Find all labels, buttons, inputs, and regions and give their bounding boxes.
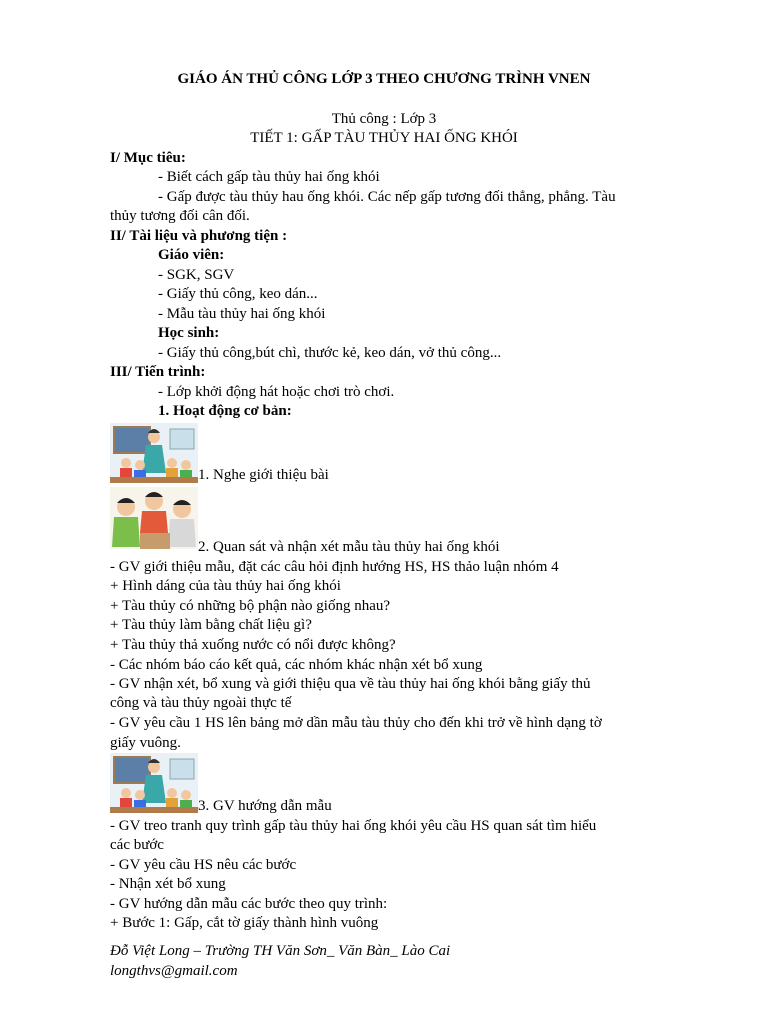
doc-title: GIÁO ÁN THỦ CÔNG LỚP 3 THEO CHƯƠNG TRÌNH VNEN [177, 71, 591, 87]
footer-email: longthvs@gmail.com [110, 963, 238, 979]
step-3-line: - GV treo tranh quy trình gấp tàu thủy hai ống khói yêu cầu HS quan sát tìm hiểu [110, 818, 597, 834]
step-2-line: - Các nhóm báo cáo kết quả, các nhóm khác nhận xét bổ xung [110, 657, 483, 673]
objective-item: - Biết cách gấp tàu thủy hai ống khói [158, 169, 380, 185]
step-2-line: công và tàu thủy ngoài thực tế [110, 695, 292, 711]
step-2-line: - GV nhận xét, bổ xung và giới thiệu qua về tàu thủy hai ống khói bằng giấy thủ [110, 676, 591, 692]
step-3-line: + Bước 1: Gấp, cắt tờ giấy thành hình vuông [110, 915, 379, 931]
section-heading-objectives: I/ Mục tiêu: [110, 150, 186, 166]
doc-subtitle-subject: Thủ công : Lớp 3 [331, 111, 437, 127]
step-3-line: các bước [110, 837, 164, 853]
teacher-students-illustration [110, 753, 198, 813]
doc-subtitle-lesson: TIẾT 1: GẤP TÀU THỦY HAI ỐNG KHÓI [250, 130, 518, 146]
teacher-item: - SGK, SGV [158, 267, 235, 283]
subheading-student: Học sinh: [158, 325, 220, 341]
step-3-line: - GV hướng dẫn mẫu các bước theo quy trình: [110, 896, 388, 912]
step-1-label: 1. Nghe giới thiệu bài [198, 467, 329, 483]
step-2-line: + Tàu thủy có những bộ phận nào giống nhau? [110, 598, 391, 614]
step-3-label: 3. GV hướng dẫn mẫu [198, 798, 332, 814]
section-heading-materials: II/ Tài liệu và phương tiện : [110, 228, 288, 244]
step-3-line: - Nhận xét bổ xung [110, 876, 226, 892]
step-2-line: + Hình dáng của tàu thủy hai ống khói [110, 578, 341, 594]
teacher-item: - Mẫu tàu thủy hai ống khói [158, 306, 326, 322]
step-2-line: - GV yêu cầu 1 HS lên bảng mở dần mẫu tàu thủy cho đến khi trở về hình dạng tờ [110, 715, 602, 731]
process-item: - Lớp khởi động hát hoặc chơi trò chơi. [158, 384, 395, 400]
student-item: - Giấy thủ công,bút chì, thước kẻ, keo dán, vở thủ công... [158, 345, 502, 361]
teacher-students-illustration [110, 423, 198, 483]
step-2-line: giấy vuông. [110, 735, 181, 751]
section-heading-process: III/ Tiến trình: [110, 364, 206, 380]
teacher-item: - Giấy thủ công, keo dán... [158, 286, 318, 302]
objective-item: - Gấp được tàu thủy hau ống khói. Các nếp gấp tương đối thẳng, phẳng. Tàu [158, 189, 616, 205]
objective-item-continued: thủy tương đối cân đối. [110, 208, 250, 224]
step-2-line: - GV giới thiệu mẫu, đặt các câu hỏi định hướng HS, HS thảo luận nhóm 4 [110, 559, 559, 575]
activity-heading: 1. Hoạt động cơ bản: [158, 403, 292, 419]
step-2-line: + Tàu thủy thả xuống nước có nổi được không? [110, 637, 396, 653]
subheading-teacher: Giáo viên: [158, 247, 225, 263]
step-2-line: + Tàu thủy làm bằng chất liệu gì? [110, 617, 312, 633]
step-3-line: - GV yêu cầu HS nêu các bước [110, 857, 297, 873]
step-2-label: 2. Quan sát và nhận xét mẫu tàu thủy hai ống khói [198, 539, 500, 555]
students-discussion-illustration [110, 487, 198, 549]
footer-author: Đỗ Việt Long – Trường TH Văn Sơn_ Văn Bàn_ Lào Cai [110, 943, 451, 959]
